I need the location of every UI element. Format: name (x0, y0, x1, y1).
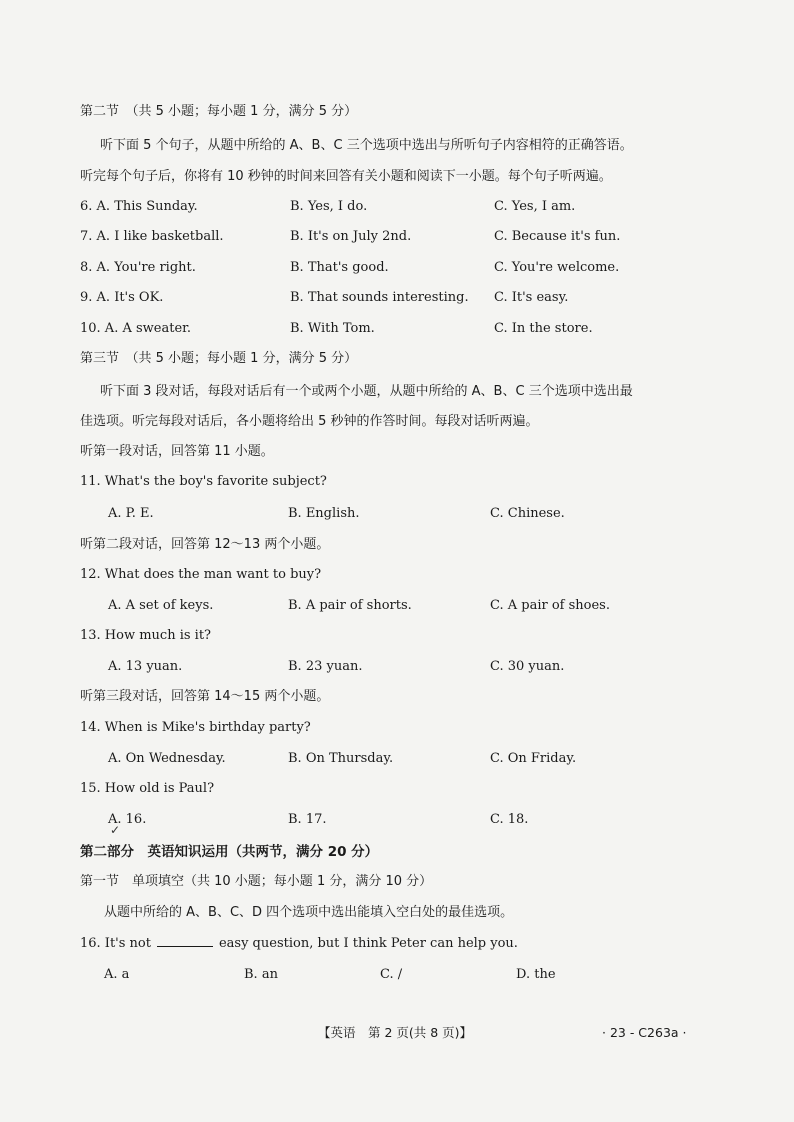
question-15-stem: 15. How old is Paul? (80, 781, 215, 796)
option-b: B. That sounds interesting. (290, 290, 469, 305)
option-b: B. With Tom. (290, 321, 375, 336)
dialogue2-label: 听第二段对话，回答第 12～13 两个小题。 (80, 537, 330, 552)
option-a: 7. A. I like basketball. (80, 229, 224, 244)
option-b: B. On Thursday. (288, 751, 394, 766)
option-c: C. 18. (490, 812, 529, 827)
option-a: 10. A. A sweater. (80, 321, 192, 336)
option-c: C. Chinese. (490, 506, 565, 521)
option-c: C. On Friday. (490, 751, 577, 766)
option-b: B. 17. (288, 812, 327, 827)
question-14-stem: 14. When is Mike's birthday party? (80, 720, 311, 735)
answer-blank (157, 934, 213, 947)
option-b: B. That's good. (290, 260, 389, 275)
option-c: C. 30 yuan. (490, 659, 565, 674)
part2-instruction: 从题中所给的 A、B、C、D 四个选项中选出能填入空白处的最佳选项。 (104, 905, 514, 920)
option-c: C. It's easy. (494, 290, 569, 305)
question-11-stem: 11. What's the boy's favorite subject? (80, 474, 327, 489)
dialogue3-label: 听第三段对话，回答第 14～15 两个小题。 (80, 689, 330, 704)
section2-instruction-line1: 听下面 5 个句子，从题中所给的 A、B、C 三个选项中选出与所听句子内容相符的正确答语。 (100, 138, 633, 153)
page-indicator: 【英语 第 2 页(共 8 页)】 (318, 1025, 473, 1040)
option-b: B. It's on July 2nd. (290, 229, 412, 244)
option-a: A. On Wednesday. (108, 751, 226, 766)
option-a: A. A set of keys. (108, 598, 214, 613)
section3-instruction-line2: 佳选项。听完每段对话后，各小题将给出 5 秒钟的作答时间。每段对话听两遍。 (80, 414, 539, 429)
check-mark-icon: ✓ (110, 823, 121, 837)
option-a: A. a (104, 967, 130, 982)
question-13-stem: 13. How much is it? (80, 628, 212, 643)
option-a: A. P. E. (108, 506, 154, 521)
section2-instruction-line2: 听完每个句子后，你将有 10 秒钟的时间来回答有关小题和阅读下一小题。每个句子听两遍。 (80, 169, 612, 184)
section2-header: 第二节 （共 5 小题；每小题 1 分，满分 5 分） (80, 104, 358, 119)
part2-section1-header: 第一节 单项填空（共 10 小题；每小题 1 分，满分 10 分） (80, 874, 433, 889)
option-b: B. an (244, 967, 278, 982)
dialogue1-label: 听第一段对话，回答第 11 小题。 (80, 444, 274, 459)
option-c: C. Because it's fun. (494, 229, 621, 244)
option-c: C. You're welcome. (494, 260, 620, 275)
option-c: C. Yes, I am. (494, 199, 576, 214)
option-b: B. Yes, I do. (290, 199, 368, 214)
option-a: A. 13 yuan. (108, 659, 183, 674)
option-a: A. 16. (108, 812, 147, 827)
option-b: B. English. (288, 506, 360, 521)
option-a: 8. A. You're right. (80, 260, 196, 275)
exam-code: · 23 - C263a · (602, 1025, 687, 1040)
option-c: C. / (380, 967, 403, 982)
question-12-stem: 12. What does the man want to buy? (80, 567, 322, 582)
part2-header: 第二部分 英语知识运用（共两节，满分 20 分） (80, 844, 379, 860)
option-a: 9. A. It's OK. (80, 290, 164, 305)
option-b: B. A pair of shorts. (288, 598, 412, 613)
question-16-prefix: 16. It's not (80, 936, 151, 951)
section3-instruction-line1: 听下面 3 段对话，每段对话后有一个或两个小题，从题中所给的 A、B、C 三个选项中选出最 (100, 384, 633, 399)
option-d: D. the (516, 967, 556, 982)
option-c: C. A pair of shoes. (490, 598, 610, 613)
option-c: C. In the store. (494, 321, 593, 336)
question-16-suffix: easy question, but I think Peter can help you. (218, 936, 518, 951)
question-16-stem (80, 934, 518, 953)
option-b: B. 23 yuan. (288, 659, 363, 674)
section3-header: 第三节 （共 5 小题；每小题 1 分，满分 5 分） (80, 351, 358, 366)
option-a: 6. A. This Sunday. (80, 199, 198, 214)
